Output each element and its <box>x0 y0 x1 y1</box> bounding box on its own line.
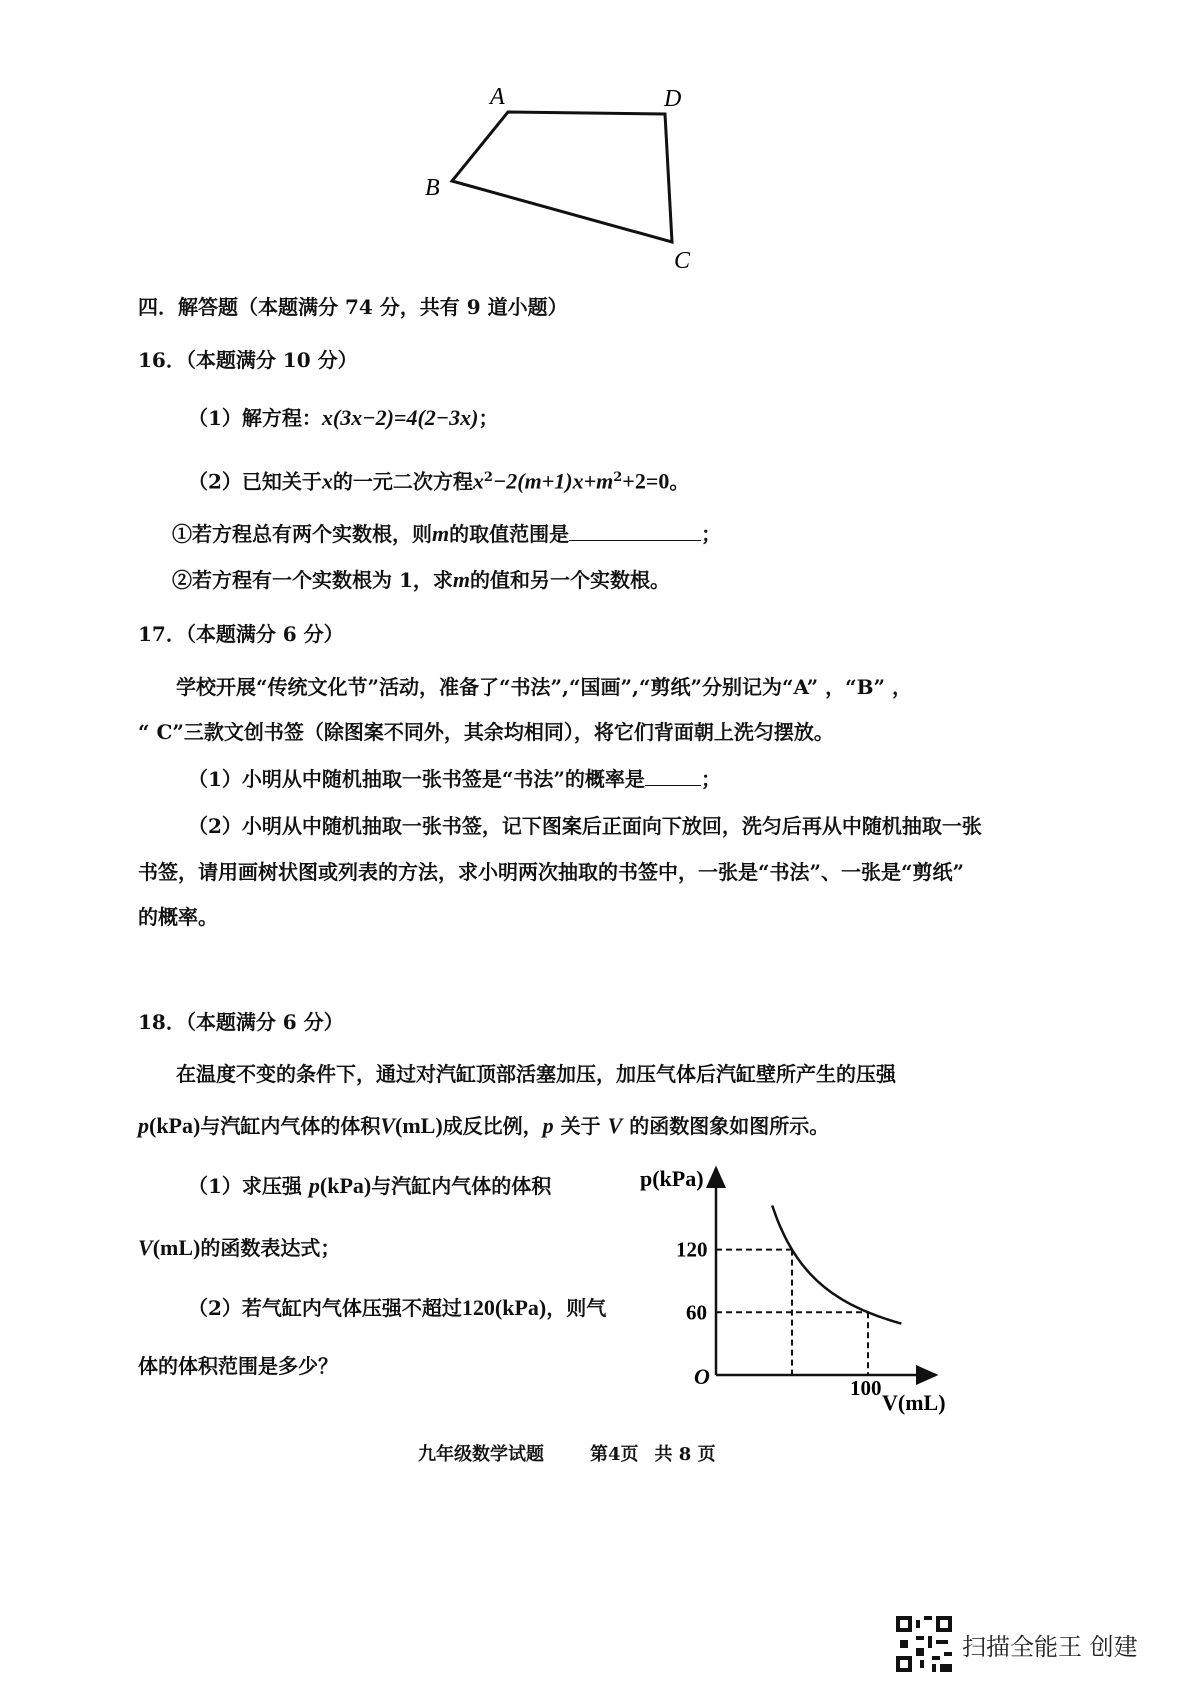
q18-line2-text-2: 成反比例， <box>442 1114 543 1138</box>
q17-line2: “ C”三款文创书签（除图案不同外，其余均相同），将它们背面朝上洗匀摆放。 <box>138 720 834 744</box>
q17-part1 <box>188 765 721 793</box>
watermark-text: 扫描全能王 创建 <box>962 1633 1138 1661</box>
q18-part2-line2: 体的体积范围是多少？ <box>138 1354 338 1378</box>
inverse-proportion-chart <box>620 1150 960 1420</box>
x-tick-label-100: 100 <box>850 1376 882 1400</box>
q18-part2-end: ，则气 <box>546 1296 607 1320</box>
q16-sub1-end: ； <box>701 522 722 546</box>
section-title: 四．解答题（本题满分 74 分，共有 9 道小题） <box>138 295 568 319</box>
q16-part2-eq-a: x <box>472 468 484 494</box>
q17-part2-line3: 的概率。 <box>138 905 218 929</box>
quadrilateral-figure <box>420 80 720 280</box>
x-axis-label: V(mL) <box>882 1390 946 1415</box>
q16-part2-eq-c: +2=0 <box>622 468 670 494</box>
q16-part2-exp-2: 2 <box>613 470 623 485</box>
q18-line2-v2: V <box>607 1113 623 1138</box>
q16-part1-equation: x(3x−2)=4(2−3x) <box>321 405 479 430</box>
q18-line2-text-1: 与汽缸内气体的体积 <box>200 1114 381 1138</box>
q16-part2-mid: 的一元二次方程 <box>332 469 473 494</box>
q18-line2-text-4: 的函数图象如图所示。 <box>622 1114 830 1138</box>
q17-part2-line2: 书签，请用画树状图或列表的方法，求小明两次抽取的书签中，一张是“书法”、一张是“剪纸” <box>138 860 965 884</box>
q18-line2-p2: p <box>542 1113 554 1138</box>
q18-line2 <box>138 1112 829 1140</box>
q16-sub1-mid: 的取值范围是 <box>449 522 570 546</box>
q18-part1-unit-ml: (mL) <box>152 1235 201 1260</box>
q18-part2-pre: （2）若气缸内气体压强不超过 <box>188 1296 462 1320</box>
q16-part1 <box>188 404 498 432</box>
q16-sub1-pre: ①若方程总有两个实数根，则 <box>172 522 432 546</box>
q16-part2-pre: （2）已知关于 <box>188 469 322 494</box>
q16-sub1-var: m <box>432 521 450 546</box>
q16-part2-eq-b: −2(m+1)x+m <box>492 468 614 494</box>
q16-sub2-var: m <box>452 567 471 592</box>
q16-sub1 <box>172 520 721 548</box>
vertex-label-d: D <box>664 86 682 112</box>
vertex-label-c: C <box>674 248 691 274</box>
q16-part2 <box>188 464 689 496</box>
q18-line2-unit-kpa: (kPa) <box>149 1113 201 1138</box>
q18-part1-end: 的函数表达式； <box>200 1236 341 1260</box>
origin-label: O <box>694 1364 710 1389</box>
q18-part2-value: 120(kPa) <box>461 1295 547 1320</box>
q18-line2-v: V <box>380 1113 396 1138</box>
q18-part1-v: V <box>138 1235 153 1260</box>
q16-part2-exp-1: 2 <box>483 470 493 485</box>
q17-line1: 学校开展“传统文化节”活动，准备了“书法”,“国画”,“剪纸”分别记为“A” ，“B” ， <box>176 675 912 699</box>
y-axis-label: p(kPa) <box>640 1166 704 1191</box>
q18-part1-p: p <box>308 1173 320 1198</box>
q18-line1: 在温度不变的条件下，通过对汽缸顶部活塞加压，加压气体后汽缸壁所产生的压强 <box>176 1062 896 1086</box>
q16-sub1-answer-blank[interactable] <box>569 520 701 541</box>
q18-part1-pre: （1）求压强 <box>188 1174 309 1198</box>
q17-part1-pre: （1）小明从中随机抽取一张书签是“书法”的概率是 <box>188 767 645 791</box>
q18-line2-unit-ml: (mL) <box>395 1113 443 1138</box>
vertex-label-b: B <box>425 175 440 201</box>
q16-sub2 <box>172 566 670 594</box>
footer <box>418 1440 716 1466</box>
q17-part1-answer-blank[interactable] <box>645 765 701 786</box>
q17-part2-line1: （2）小明从中随机抽取一张书签，记下图案后正面向下放回，洗匀后再从中随机抽取一张 <box>188 814 982 838</box>
q18-part1-mid: 与汽缸内气体的体积 <box>371 1174 552 1198</box>
qr-code-icon <box>896 1616 952 1672</box>
q16-part2-var: x <box>321 468 333 494</box>
q16-part2-end: 。 <box>669 469 690 494</box>
footer-page: 第4页 <box>590 1444 639 1465</box>
footer-subject: 九年级数学试题 <box>418 1444 544 1465</box>
q16-header: 16．（本题满分 10 分） <box>138 348 358 372</box>
q16-part1-label: （1）解方程： <box>188 406 322 430</box>
q16-part1-end: ； <box>478 406 499 430</box>
q18-line2-text-3: 关于 <box>553 1114 608 1138</box>
q18-part2-line1 <box>188 1294 606 1322</box>
q18-part1-line2 <box>138 1234 340 1262</box>
y-tick-label-60: 60 <box>686 1300 707 1325</box>
q18-part1-line1 <box>188 1172 551 1200</box>
q18-header: 18．（本题满分 6 分） <box>138 1010 344 1034</box>
vertex-label-a: A <box>490 84 505 110</box>
q17-header: 17．（本题满分 6 分） <box>138 622 344 646</box>
q17-part1-end: ； <box>700 767 721 791</box>
q18-part1-unit-kpa: (kPa) <box>319 1173 372 1198</box>
q18-line2-p: p <box>138 1113 149 1138</box>
q16-sub2-pre: ②若方程有一个实数根为 1，求 <box>172 568 453 592</box>
footer-total: 共 8 页 <box>654 1444 716 1465</box>
y-tick-label-120: 120 <box>676 1237 708 1262</box>
quadrilateral-abcd <box>452 112 672 242</box>
q16-sub2-end: 的值和另一个实数根。 <box>470 568 671 592</box>
